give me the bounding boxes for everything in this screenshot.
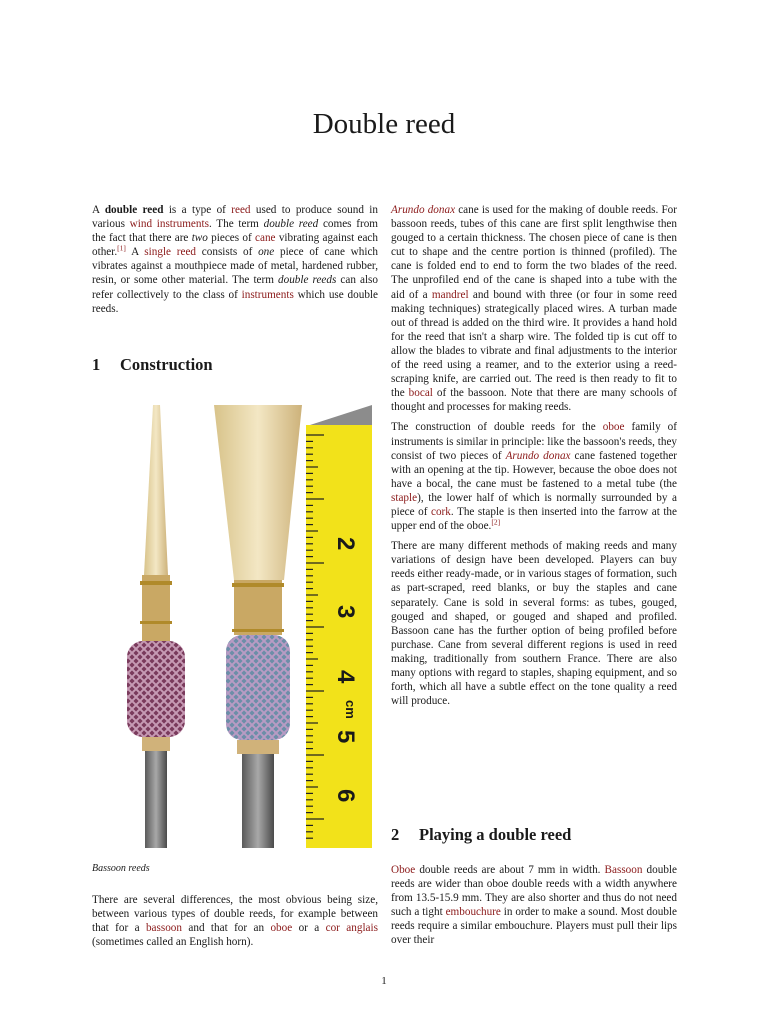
- link-cork[interactable]: cork: [430, 505, 451, 518]
- section-heading-construction: 1 Construction: [92, 355, 213, 374]
- bassoon-reeds-figure: [124, 405, 372, 848]
- link-bocal[interactable]: bocal: [408, 387, 433, 400]
- ruler-unit: cm: [343, 700, 358, 719]
- reed-right: [214, 405, 302, 848]
- ruler: [306, 405, 372, 848]
- link-staple[interactable]: staple: [391, 491, 418, 504]
- page-number: 1: [381, 975, 387, 987]
- ruler-number-2: 2: [332, 537, 359, 551]
- playing-paragraph: Oboe double reeds are about 7 mm in width. Bassoon double reeds are wider than oboe double reeds with a width anywhere from 13.5-15.9 mm. They are also shorter and thus do not need such a tight embouchure in order to make a sound. Most double reeds require a similar embouchure. Players must pull their lips over their: [391, 864, 678, 947]
- figure-caption: Bassoon reeds: [92, 863, 150, 874]
- link-arundo-donax[interactable]: Arundo donax: [391, 204, 456, 216]
- section-heading-playing: 2 Playing a double reed: [391, 825, 572, 844]
- ruler-number-4: 4: [332, 670, 359, 684]
- ruler-number-5: 5: [332, 730, 359, 744]
- link-single-reed[interactable]: single reed: [144, 246, 197, 259]
- link-oboe[interactable]: oboe: [270, 922, 293, 935]
- link-instruments[interactable]: instruments: [241, 288, 294, 301]
- term-double-reed: double reed: [104, 204, 164, 216]
- link-oboe-playing[interactable]: Oboe: [391, 864, 416, 876]
- link-cane[interactable]: cane: [255, 232, 276, 245]
- link-mandrel[interactable]: mandrel: [431, 288, 469, 301]
- differences-paragraph: There are several differences, the most obvious being size, between various types of double reeds, for example between that for a bassoon and that for an oboe or a cor anglais (sometimes called an English horn).: [92, 894, 378, 949]
- right-column: [391, 203, 677, 714]
- ruler-number-6: 6: [332, 789, 359, 803]
- link-arundo-donax-2[interactable]: Arundo donax: [505, 449, 571, 462]
- link-cor-anglais[interactable]: cor anglais: [325, 922, 378, 935]
- page-title: Double reed: [312, 108, 456, 140]
- citation-1[interactable]: [1]: [117, 243, 126, 253]
- citation-2[interactable]: [2]: [491, 517, 501, 527]
- paragraph-methods: There are many different methods of making reeds and many variations of design have been developed. Players can buy reeds either ready-made, or in various stages of formation, such as part-scraped, reed blanks, or buy the staples and cane separately. Cane is sold in several forms: as tubes, gouged, gouged and shaped, or gouged and shaped and profiled. Bassoon cane has the further option of being profiled before purchase. Cane from several different regions is used in reed making, traditionally from southern France. There are also many options with regard to staples, shaping equipment, and so forth, which all have a subtle effect on the tone quality a reed will produce.: [391, 540, 677, 708]
- link-bassoon-playing[interactable]: Bassoon: [604, 864, 643, 876]
- paragraph-cane: Arundo donax cane is used for the making of double reeds. For bassoon reeds, tubes of this cane are first split lengthwise then gouged to a certain thickness. The chosen piece of cane is then cut to shape and the centre portion is thinned (profiled). The cane is folded end to end to form the two blades of the reed. The unprofiled end of the cane is shaped into a tube with the aid of a mandrel and bound with three (or four in some reed making techniques) strategically placed wires. A turban made out of thread is added on the third wire. It provides a hand hold for the reed that isn't a sharp wire. The folded tip is cut off to allow the blades to vibrate and final adjustments to the interior of the reed using a reamer, and to the exterior using a reed-scraping knife, are carried out. The reed is then ready to fit to the bocal of the bassoon. Note that there are many schools of thought and processes for making reeds.: [391, 204, 678, 414]
- link-reed[interactable]: reed: [231, 204, 251, 216]
- ruler-number-3: 3: [332, 605, 359, 619]
- link-embouchure[interactable]: embouchure: [445, 906, 501, 919]
- link-bassoon[interactable]: bassoon: [145, 922, 182, 935]
- link-oboe-family[interactable]: oboe: [602, 421, 625, 434]
- intro-paragraph: A double reed is a type of reed used to produce sound in various wind instruments. The term double reed comes from the fact that there are two pieces of cane vibrating against each other.[1] A single reed consists of one piece of cane which vibrates against a mouthpiece made of metal, hardened rubber, resin, or some other material. The term double reeds can also refer collectively to the class of instruments which use double reeds.: [92, 204, 379, 315]
- reed-left: [127, 405, 185, 848]
- link-wind-instruments[interactable]: wind instruments: [129, 218, 209, 231]
- paragraph-oboe-construction: The construction of double reeds for the oboe family of instruments is similar in principle: like the bassoon's reeds, they consist of two pieces of Arundo donax cane fastened together with an opening at the tip. However, because the oboe does not have a bocal, the cane must be fastened to a metal tube (the staple), the lower half of which is normally surrounded by a piece of cork. The staple is then inserted into the farrow at the upper end of the oboe.[2]: [391, 421, 678, 533]
